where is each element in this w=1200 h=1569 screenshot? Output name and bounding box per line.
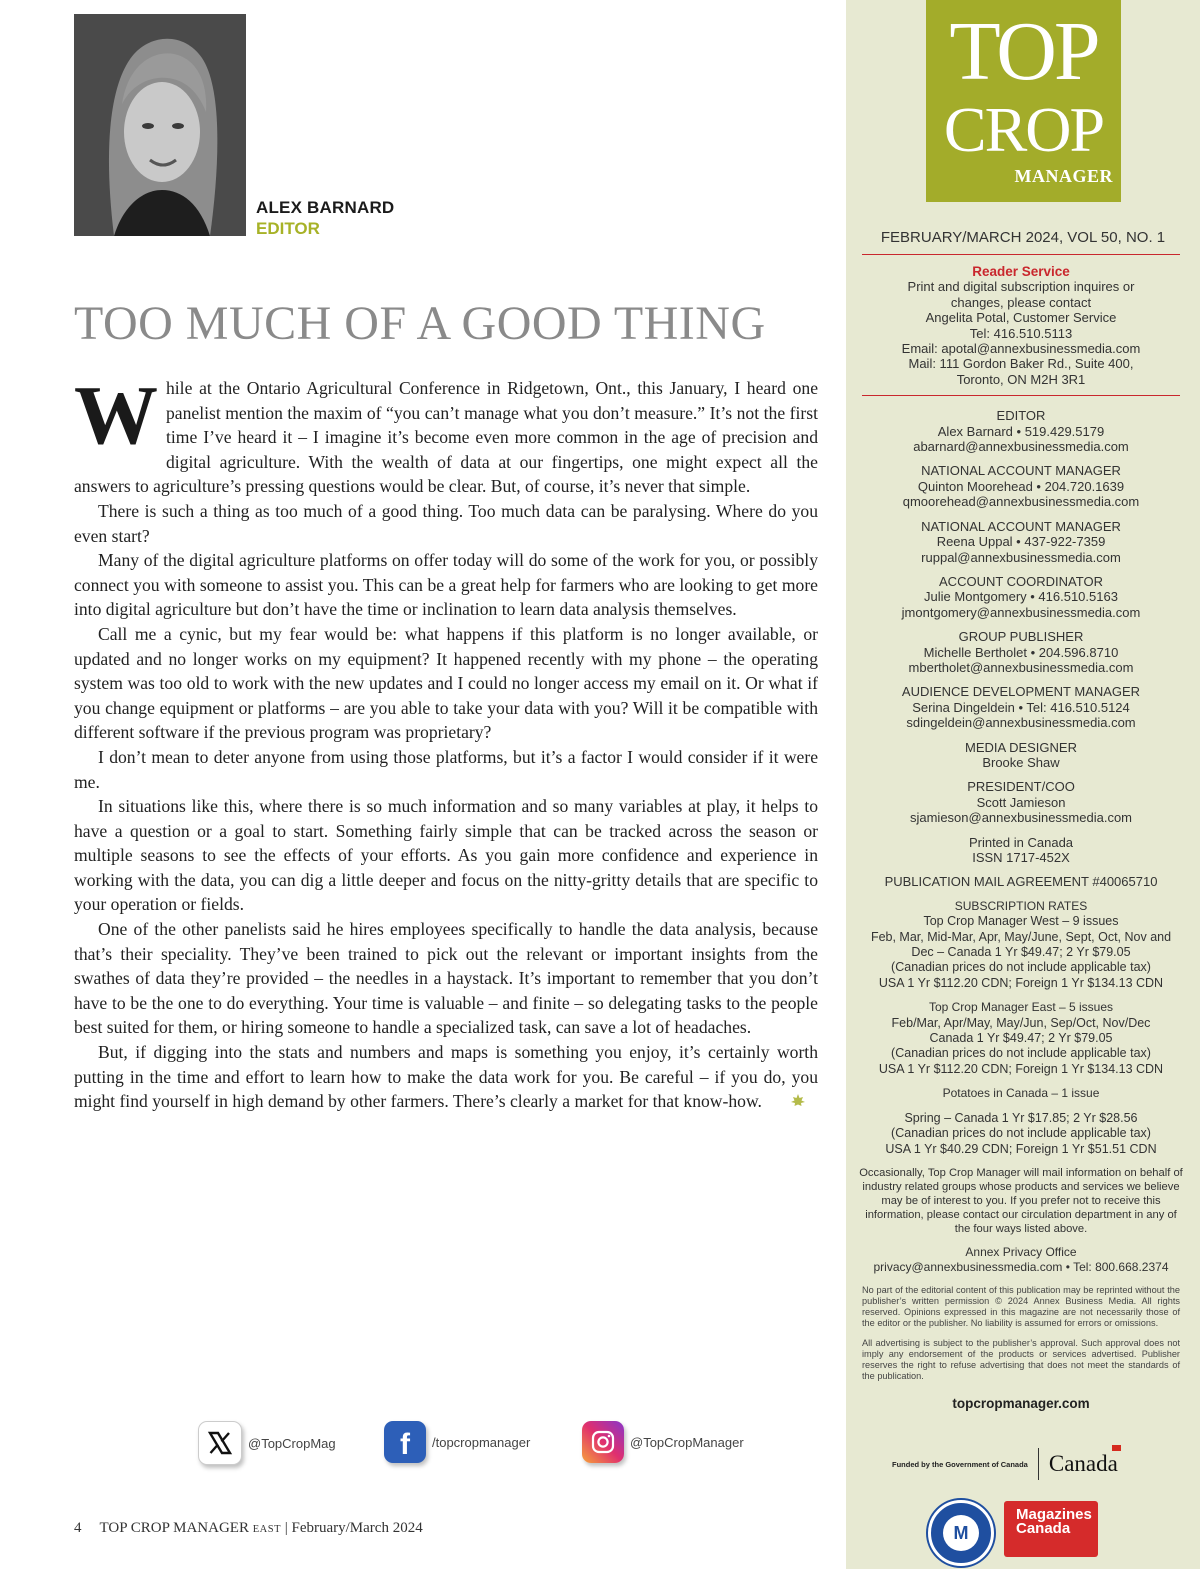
article-paragraph: But, if digging into the stats and numbers and maps is something you enjoy, it’s certainly worth putting in the time and effort to learn how to make the data work for you. Be careful – if you do, you might find yourself in high demand by other farmers. There’s clearly a market for that know-how. [74,1040,818,1115]
subscription-west: SUBSCRIPTION RATES Top Crop Manager West – 9 issues Feb, Mar, Mid-Mar, Apr, May/June, Sept, Oct, Nov and Dec – Canada 1 Yr $49.47; 2 Yr $79.05 (Canadian prices do not include applicable tax) USA 1 Yr $112.20 CDN; Foreign 1 Yr $134.13 CDN [870,898,1172,990]
leaf-end-icon [766,1091,806,1116]
author-photo [74,14,246,236]
audit-seal-logo: M [928,1500,994,1566]
article-headline: TOO MUCH OF A GOOD THING [74,297,766,350]
author-name: ALEX BARNARD [256,198,395,217]
printed-in: Printed in Canada ISSN 1717-452X [968,834,1074,865]
instagram-icon [582,1421,624,1463]
subscription-east: Top Crop Manager East – 5 issues Feb/Mar, Apr/May, May/Jun, Sep/Oct, Nov/Dec Canada 1 Yr $49.47; 2 Yr $79.05 (Canadian prices do not include applicable tax) USA 1 Yr $112.20 CDN; Foreign 1 Yr $134.13 CDN [878,1000,1164,1076]
staff-group-publisher: GROUP PUBLISHER Michelle Bertholet • 204.596.8710 mbertholet@annexbusinessmedia.com [908,629,1134,675]
magazines-canada-logo: Magazines Canada [1004,1501,1098,1557]
social-instagram-handle: @TopCropManager [630,1434,744,1450]
divider [862,254,1180,255]
article-paragraph: Many of the digital agriculture platforms on offer today will do some of the work for you, or possibly connect you with someone to assist you. This can be a great help for farmers who are looking to get more into digital agriculture but don’t have the time or inclination to learn data analysis themselves. [74,550,818,620]
social-x-handle: @TopCropMag [248,1435,336,1451]
reader-service-title: Reader Service [972,264,1070,279]
staff-national-account-manager: NATIONAL ACCOUNT MANAGER Quinton Moorehead • 204.720.1639 qmoorehead@annexbusinessmedia.com [902,463,1140,510]
page-footer [74,1520,423,1537]
x-icon [198,1421,242,1465]
article-paragraph: There is such a thing as too much of a good thing. Too much data can be paralysing. Where do you even start? [74,500,818,546]
staff-audience-development: AUDIENCE DEVELOPMENT MANAGER Serina Dingeldein • Tel: 416.510.5124 sdingeldein@annexbusinessmedia.com [901,684,1141,731]
subscription-potatoes-title: Potatoes in Canada – 1 issue [942,1086,1100,1101]
copyright-notice: No part of the editorial content of this publication may be reprinted without the publisher’s written permission © 2024 Annex Business Media. All rights reserved. Opinions expressed in this magazine are not necessarily those of the editor or the publisher. No liability is assumed for errors or omissions. [862,1284,1180,1328]
social-facebook[interactable] [384,1421,530,1463]
footer-issue: | February/March 2024 [284,1520,423,1536]
issue-line: FEBRUARY/MARCH 2024, VOL 50, NO. 1 [880,229,1166,246]
footer-magazine: TOP CROP MANAGER [99,1520,249,1536]
social-x[interactable] [198,1421,336,1465]
page-number: 4 [74,1520,82,1536]
staff-national-account-manager: NATIONAL ACCOUNT MANAGER Reena Uppal • 437-922-7359 ruppal@annexbusinessmedia.com [921,518,1121,565]
top-crop-manager-logo: TOP CROP MANAGER [926,0,1121,202]
social-instagram[interactable] [582,1421,744,1463]
subscription-potatoes: Spring – Canada 1 Yr $17.85; 2 Yr $28.56 (Canadian prices do not include applicable tax) USA 1 Yr $40.29 CDN; Foreign 1 Yr $51.51 CDN [885,1110,1157,1156]
funded-text: Funded by the Government of Canada [892,1459,1028,1469]
maple-leaf-icon [1112,1445,1121,1451]
author-role: EDITOR [256,219,320,238]
reader-service: Reader Service Print and digital subscription inquires or changes, please contact Angelita Potal, Customer Service Tel: 416.510.5113 Email: apotal@annexbusinessmedia.com Mail: 111 Gordon Baker Rd., Suite 400, Toronto, ON M2H 3R1 [858,264,1184,387]
staff-president: PRESIDENT/COO Scott Jamieson sjamieson@annexbusinessmedia.com [909,779,1133,826]
article-paragraph: I don’t mean to deter anyone from using those platforms, but it’s a factor I would consider if it were me. [74,746,818,792]
staff-editor: EDITOR Alex Barnard • 519.429.5179 abarnard@annexbusinessmedia.com [913,408,1129,455]
staff-account-coordinator: ACCOUNT COORDINATOR Julie Montgomery • 416.510.5163 jmontgomery@annexbusinessmedia.com [901,573,1141,620]
government-funding [892,1448,1118,1480]
article-body [74,369,818,1115]
privacy-office: Annex Privacy Office privacy@annexbusinessmedia.com • Tel: 800.668.2374 [873,1244,1169,1275]
article-paragraph: Call me a cynic, but my fear would be: what happens if this platform is no longer available, or updated and no longer works on my equipment? It happened recently with my phone – the operating system was too old to work with the new updates and I could no longer access my email on it. Or what if you change equipment or platforms – are you able to take your data with you? Will it be compatible with different software if the previous program was proprietary? [74,623,818,743]
publication-mail: PUBLICATION MAIL AGREEMENT #40065710 [884,874,1158,890]
drop-cap: W [74,369,158,462]
mail-notice: Occasionally, Top Crop Manager will mail information on behalf of industry related groups whose products and services we believe may be of interest to you. If you prefer not to receive this information, please contact our circulation department in any of the four ways listed above. [859,1166,1183,1235]
facebook-icon: f [384,1421,426,1463]
footer-edition: EAST [252,1524,281,1535]
article-paragraph: While at the Ontario Agricultural Conference in Ridgetown, Ont., this January, I heard one panelist mention the maxim of “you can’t manage what you don’t measure.” It’s not the first time I’ve heard it – I imagine it’s become even more common in the age of precision and digital agriculture. With the wealth of data at our fingertips, one might expect all the answers to agriculture’s pressing questions would be clear. But, of course, it’s never that simple. [74,369,818,497]
article-paragraph: One of the other panelists said he hires employees specifically to handle the data analysis, because that’s their speciality. They’ve been trained to pick out the relevant or important insights from the swathes of data they’re provided – the needles in a haystack. It’s important to remember that you don’t have to be the one to do everything. Your time is valuable – and finite – so delegating tasks to the people best suited for them, or hiring someone to handle a specialized task, can save a lot of headaches. [74,919,818,1038]
advertising-notice: All advertising is subject to the publisher’s approval. Such approval does not imply any endorsement of the products or services advertised. Publisher reserves the right to refuse advertising that does not meet the standards of the publication. [862,1337,1180,1381]
social-facebook-handle: /topcropmanager [432,1434,531,1450]
masthead-info [858,264,1184,1411]
website-link[interactable]: topcropmanager.com [952,1395,1090,1411]
author-byline [256,198,394,239]
article-paragraph: In situations like this, where there is so much information and so many variables at play, it helps to have a question or a goal to start. Something fairly simple that can be tracked across the season or multiple seasons to see the effects of your efforts. As you gain more confidence and experience in working with the data, you can dig a little deeper and focus on the nitty-gritty details that are specific to your operation or fields. [74,796,818,915]
staff-media-designer: MEDIA DESIGNER Brooke Shaw [965,739,1077,770]
canada-wordmark: Canada [1049,1451,1118,1477]
